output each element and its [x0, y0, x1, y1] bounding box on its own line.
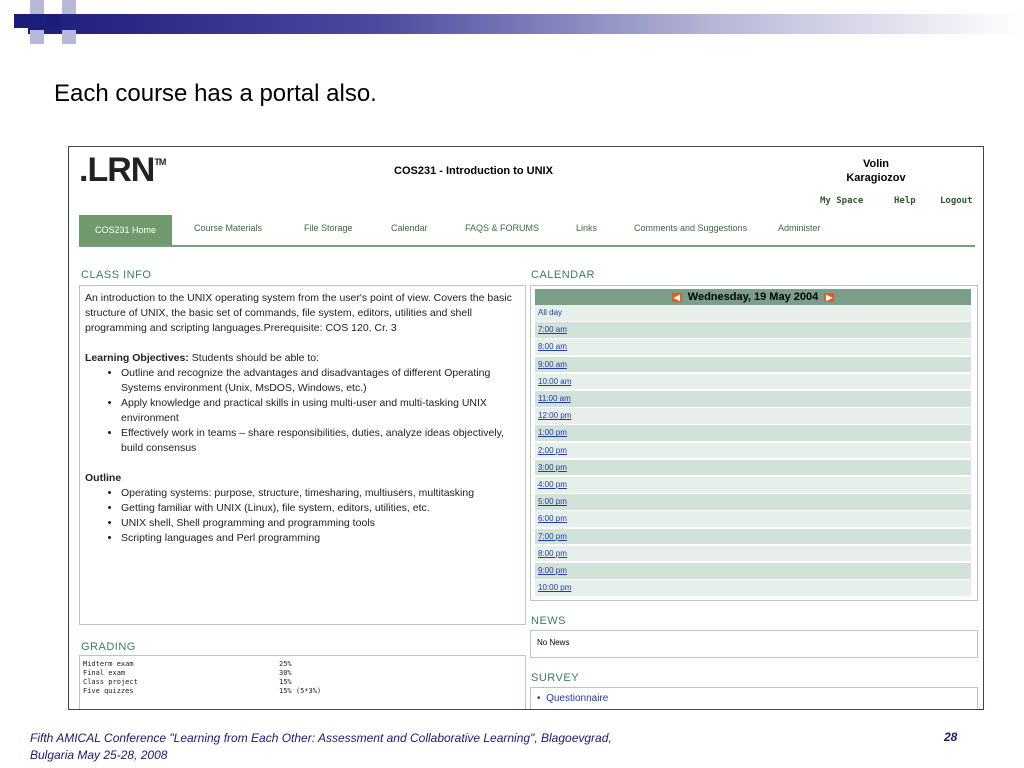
user-name: Volin Karagiozov — [846, 158, 906, 184]
news-text: No News — [537, 638, 570, 647]
tab-course-materials[interactable]: Course Materials — [194, 223, 263, 233]
decor-square — [46, 14, 60, 28]
calendar-slot-row[interactable] — [535, 580, 971, 596]
calendar-slot-label[interactable]: 3:00 pm — [538, 462, 567, 472]
outline-list — [85, 486, 525, 546]
my-space-link[interactable]: My Space — [820, 196, 864, 206]
list-item: • Effectively work in teams – share responsibilities, duties, analyze ideas objectively, build consensus — [121, 426, 525, 456]
survey-heading: SURVEY — [531, 672, 580, 684]
calendar-slot-label[interactable]: 4:00 pm — [538, 480, 567, 489]
calendar-slot-row[interactable] — [535, 460, 971, 476]
calendar-slot-row[interactable] — [535, 494, 971, 510]
outline-label: Outline — [85, 472, 122, 484]
prev-day-arrow-icon[interactable]: ◀ — [673, 292, 680, 302]
calendar-slot-row[interactable] — [535, 443, 971, 459]
list-item: • UNIX shell, Shell programming and programming tools — [121, 516, 525, 531]
page-number: 28 — [944, 730, 958, 744]
calendar-slot-label[interactable]: 10:00 pm — [538, 583, 572, 593]
portal-screenshot — [68, 146, 984, 710]
list-item: • Scripting languages and Perl programming — [121, 531, 525, 546]
help-link[interactable]: Help — [894, 196, 916, 206]
calendar-slot-label[interactable]: 7:00 am — [538, 325, 567, 335]
calendar-slot-row[interactable] — [535, 322, 971, 338]
lrn-logo: .LRN™ — [79, 151, 166, 189]
tab-links[interactable]: Links — [576, 223, 598, 233]
list-item: • Operating systems: purpose, structure, timesharing, multiusers, multitasking — [121, 486, 525, 501]
calendar-slot-label[interactable]: 10:00 am — [538, 376, 572, 386]
calendar-slot-row[interactable] — [535, 425, 971, 441]
calendar-slot-row[interactable] — [535, 339, 971, 355]
tab-calendar[interactable]: Calendar — [391, 223, 428, 233]
calendar-slot-row[interactable] — [535, 357, 971, 373]
calendar-slot-row[interactable] — [535, 374, 971, 390]
calendar-slot-label[interactable]: 9:00 pm — [538, 566, 567, 575]
calendar-slot-label[interactable]: 9:00 am — [538, 359, 567, 369]
tab-administer[interactable]: Administer — [778, 223, 821, 233]
course-title: COS231 - Introduction to UNIX — [394, 165, 553, 177]
calendar-slot-row[interactable] — [535, 408, 971, 424]
calendar-slot-label[interactable]: 8:00 am — [538, 342, 567, 352]
calendar-slot-label[interactable]: 8:00 pm — [538, 548, 567, 558]
table-row: Five quizzes 15% (5*3%) — [83, 687, 322, 695]
calendar-slot-label[interactable]: 6:00 pm — [538, 514, 567, 524]
calendar-heading: CALENDAR — [531, 269, 595, 281]
calendar-slot-row[interactable] — [535, 546, 971, 562]
header-gradient-bar — [28, 14, 1024, 34]
calendar-slot-label[interactable]: 2:00 pm — [538, 445, 567, 455]
calendar-slot-row[interactable] — [535, 529, 971, 545]
table-row: Midterm exam 25% — [83, 660, 292, 668]
calendar-slot-label[interactable]: All day — [538, 308, 563, 317]
calendar-slot-label[interactable]: 1:00 pm — [538, 428, 567, 438]
calendar-slot-row[interactable] — [535, 511, 971, 527]
news-box — [530, 630, 978, 658]
calendar-slot-label[interactable]: 7:00 pm — [538, 531, 567, 541]
slide-header-decoration — [0, 0, 1024, 48]
class-info-content — [85, 291, 525, 561]
decor-square — [62, 0, 76, 14]
calendar-slot-label[interactable]: 11:00 am — [538, 394, 571, 403]
decor-square — [30, 0, 44, 14]
calendar-slot-row[interactable] — [535, 477, 971, 493]
slide-footer: Fifth AMICAL Conference "Learning from Each Other: Assessment and Collaborative Learning", Blagoevgrad, Bulgaria May 25-28, 2008 — [30, 731, 612, 762]
tab-faqs-forums[interactable]: FAQS & FORUMS — [465, 223, 540, 233]
list-item: • Apply knowledge and practical skills in using multi-user and multi-tasking UNIX environment — [121, 396, 525, 426]
calendar-allday-row[interactable] — [535, 305, 971, 321]
calendar-date: Wednesday, 19 May 2004 — [687, 291, 819, 303]
next-day-arrow-icon[interactable]: ▶ — [826, 292, 833, 302]
logout-link[interactable]: Logout — [940, 196, 973, 206]
table-row: Class project 15% — [83, 678, 292, 686]
tab-comments-suggestions[interactable]: Comments and Suggestions — [634, 223, 748, 233]
learning-objectives-line: Learning Objectives: Students should be able to: — [85, 352, 320, 364]
course-tabbar — [79, 215, 975, 247]
list-item: • Outline and recognize the advantages and disadvantages of different Operating Systems environment (Unix, MsDOS, Windows, etc.) — [121, 366, 525, 396]
objectives-list — [85, 366, 525, 456]
list-item: • Getting familiar with UNIX (Linux), file system, editors, utilities, etc. — [121, 501, 525, 516]
class-info-intro: An introduction to the UNIX operating system from the user's point of view. Covers the basic structure of UNIX, the basic set of commands, file system, editors, utilities and shell programming and scripting languages.Prerequisite: COS 120, Cr. 3 — [85, 292, 512, 334]
calendar-slot-label[interactable]: 5:00 pm — [538, 497, 567, 507]
calendar-slot-row[interactable] — [535, 563, 971, 579]
grading-heading: GRADING — [81, 641, 136, 653]
table-row: Final exam 30% — [83, 669, 292, 677]
calendar-slot-row[interactable] — [535, 391, 971, 407]
decor-square — [62, 30, 76, 44]
tab-cos231-home[interactable]: COS231 Home — [79, 215, 172, 245]
news-heading: NEWS — [531, 615, 566, 627]
calendar-slot-label[interactable]: 12:00 pm — [538, 411, 572, 421]
survey-questionnaire-link[interactable]: • Questionnaire — [537, 693, 609, 704]
slide-title: Each course has a portal also. — [54, 80, 377, 107]
decor-square — [30, 30, 44, 44]
calendar-date-header — [535, 289, 971, 305]
tab-file-storage[interactable]: File Storage — [304, 223, 353, 233]
decor-square — [14, 14, 28, 28]
grading-table — [83, 660, 321, 696]
class-info-heading: CLASS INFO — [81, 269, 152, 281]
